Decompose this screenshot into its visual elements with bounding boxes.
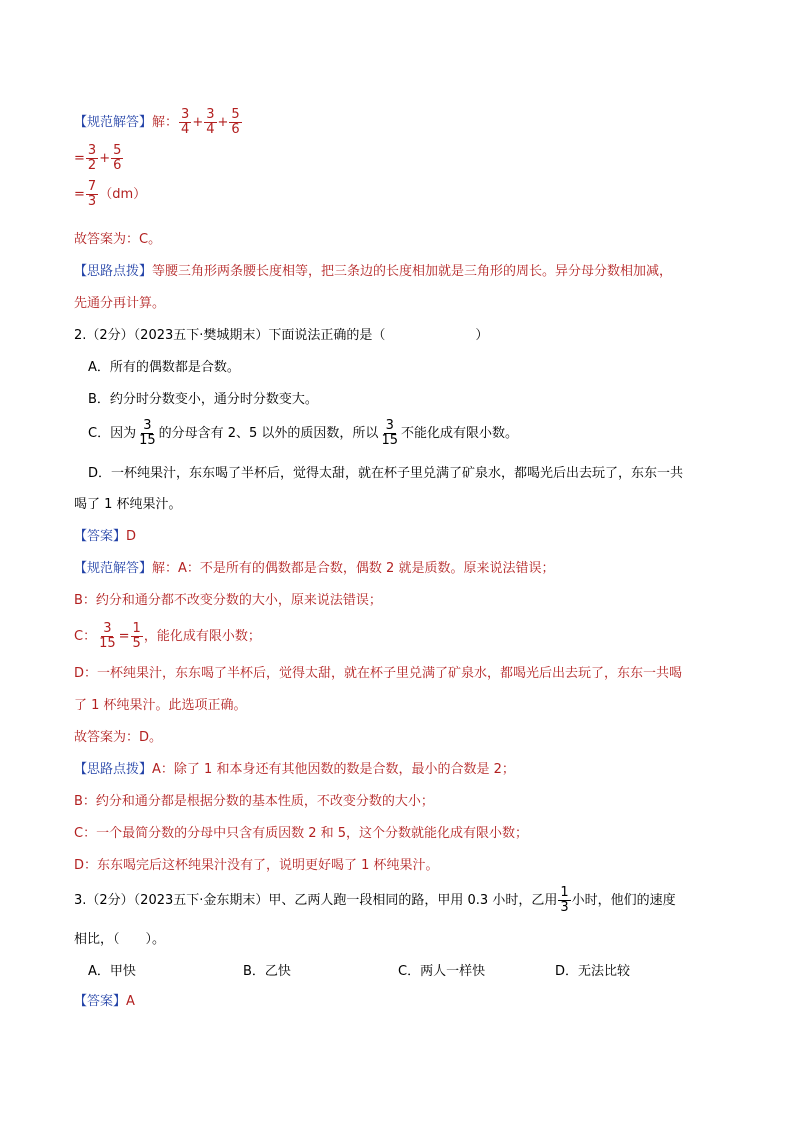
question-2-option-a: A．所有的偶数都是合数。: [88, 360, 240, 375]
fraction: $\frac{3}{2}$: [87, 143, 97, 173]
answer-label: 【答案】: [74, 994, 127, 1009]
question-2-solution-d-line1: D：一杯纯果汁，东东喝了半杯后，觉得太甜，就在杯子里兑满了矿泉水，都喝光后出去玩了，东东一共喝: [74, 666, 683, 681]
fraction: $\frac{3}{4}$: [206, 107, 215, 137]
fraction: $\frac{3}{15}$: [99, 621, 116, 651]
question-2-solution-d-line2: 了 1 杯纯果汁。此选项正确。: [74, 698, 247, 713]
question-3-answer: [74, 994, 135, 1010]
solution-1-line: 【规范解答】解： $\frac{3}{4}$ + $\frac{3}{4}$ + $\frac{5}{6}$: [74, 107, 240, 137]
question-2-answer: [74, 529, 136, 545]
solution-1-step2: = $\frac{3}{2}$ + $\frac{5}{6}$: [74, 143, 122, 173]
question-2-option-b: B．约分时分数变小，通分时分数变大。: [88, 392, 318, 407]
hint-1-line1: 【思路点拨】等腰三角形两条腰长度相等，把三条边的长度相加就是三角形的周长。异分母分数相加减，: [74, 264, 673, 279]
question-3-option-d: D．无法比较: [555, 964, 631, 979]
question-3-option-b: B．乙快: [243, 964, 291, 979]
question-2-hint-c: C：一个最简分数的分母中只含有质因数 2 和 5，这个分数就能化成有限小数；: [74, 826, 529, 841]
solution-1-step3: = $\frac{7}{3}$ （dm）: [74, 179, 147, 209]
question-2-hint-b: B：约分和通分都是根据分数的基本性质，不改变分数的大小；: [74, 794, 434, 809]
question-3-option-c: C．两人一样快: [398, 964, 486, 979]
question-2-stem: 2.（2分）（2023五下·樊城期末）下面说法正确的是（ ）: [74, 328, 489, 343]
fraction: $\frac{5}{6}$: [113, 143, 122, 173]
question-2-solution-b: B：约分和通分都不改变分数的大小，原来说法错误；: [74, 593, 382, 608]
question-2-option-d-line1: D．一杯纯果汁，东东喝了半杯后，觉得太甜，就在杯子里兑满了矿泉水，都喝光后出去玩了，东东一共: [88, 466, 684, 481]
unit: （dm）: [99, 187, 147, 202]
solution-label: 【规范解答】: [74, 561, 153, 576]
hint-label: 【思路点拨】: [74, 264, 153, 279]
fraction: $\frac{3}{4}$: [181, 107, 190, 137]
solution-prefix: 解：: [152, 115, 179, 130]
question-3-stem-line1: 3.（2分）（2023五下·金东期末）甲、乙两人跑一段相同的路，甲用 0.3 小时，乙用 $\frac{1}{3}$ 小时，他们的速度: [74, 885, 676, 915]
question-3-stem-line2: 相比，（ ）。: [74, 932, 166, 947]
question-3-option-a: A．甲快: [88, 964, 136, 979]
answer-value: D: [126, 529, 137, 544]
solution-1-conclusion: 故答案为：C。: [74, 232, 162, 247]
question-2-option-c: C．因为 $\frac{3}{15}$ 的分母含有 2、5 以外的质因数，所以 $\frac{3}{15}$ 不能化成有限小数。: [88, 418, 518, 448]
answer-value: A: [126, 994, 135, 1009]
question-2-conclusion: 故答案为：D。: [74, 730, 163, 745]
question-2-solution-c: C： $\frac{3}{15}$ = $\frac{1}{5}$ ，能化成有限小数；: [74, 621, 261, 651]
fraction: $\frac{3}{15}$: [139, 418, 156, 448]
fraction: $\frac{7}{3}$: [87, 179, 97, 209]
solution-label: 【规范解答】: [74, 115, 153, 130]
question-2-hint-d: D：东东喝完后这杯纯果汁没有了，说明更好喝了 1 杯纯果汁。: [74, 858, 439, 873]
fraction: $\frac{5}{6}$: [231, 107, 240, 137]
question-2-hint-a: 【思路点拨】A：除了 1 和本身还有其他因数的数是合数，最小的合数是 2；: [74, 762, 515, 777]
question-2-option-d-line2: 喝了 1 杯纯果汁。: [74, 497, 182, 512]
fraction: $\frac{1}{5}$: [132, 621, 141, 651]
question-2-solution-a: 【规范解答】解：A：不是所有的偶数都是合数，偶数 2 就是质数。原来说法错误；: [74, 561, 555, 576]
answer-label: 【答案】: [74, 529, 127, 544]
fraction: $\frac{1}{3}$: [560, 885, 569, 915]
hint-label: 【思路点拨】: [74, 762, 153, 777]
fraction: $\frac{3}{15}$: [381, 418, 398, 448]
hint-1-line2: 先通分再计算。: [74, 296, 166, 311]
